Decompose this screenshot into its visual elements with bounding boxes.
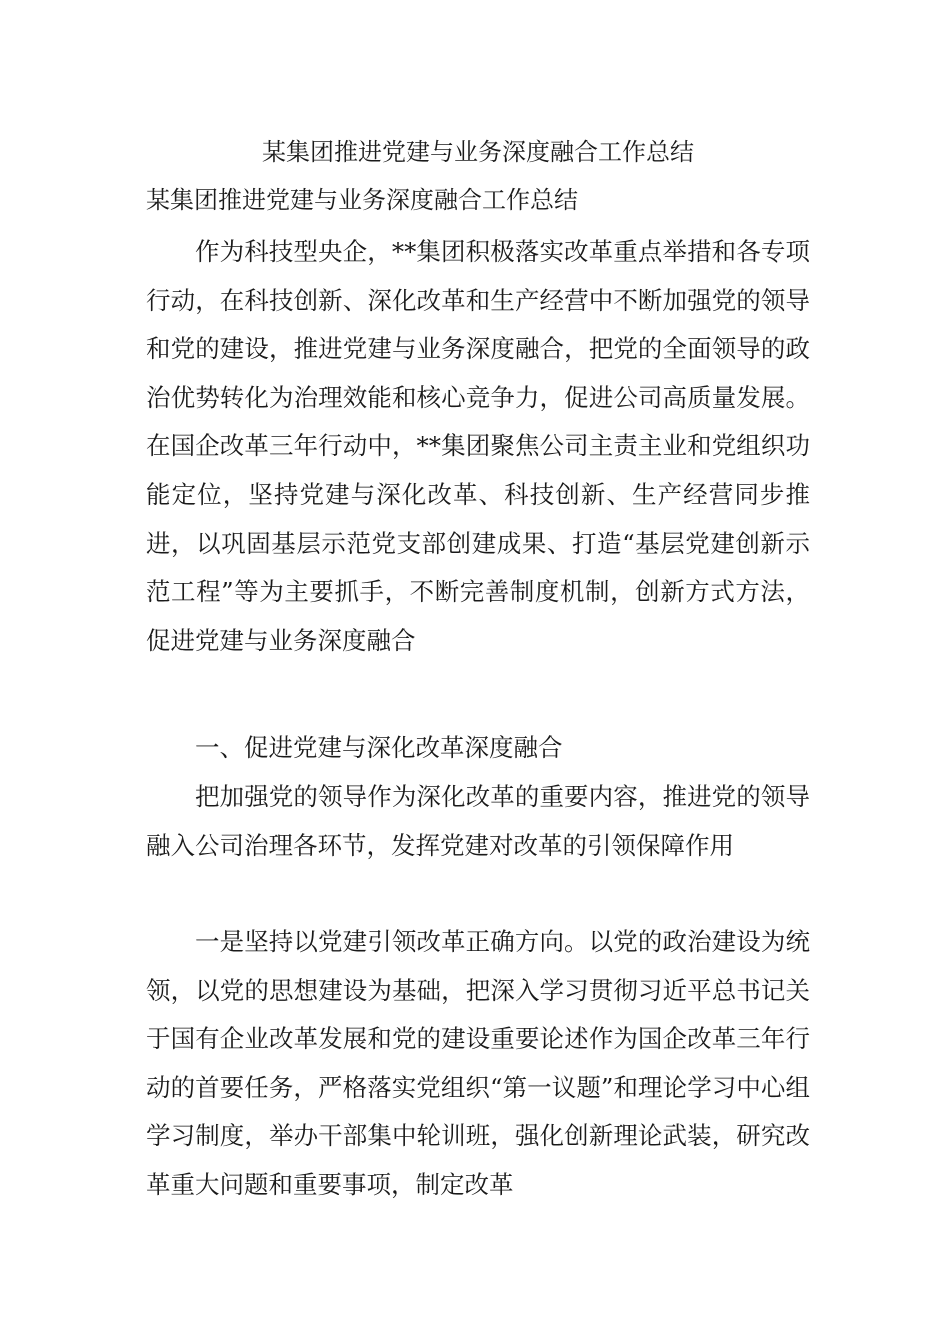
document-title: 某集团推进党建与业务深度融合工作总结 [262,138,694,166]
document-subtitle: 某集团推进党建与业务深度融合工作总结 [146,186,578,214]
intro-paragraph: 作为科技型央企，**集团积极落实改革重点举措和各专项行动，在科技创新、深化改革和生产经营中不断加强党的领导和党的建设，推进党建与业务深度融合，把党的全面领导的政治优势转化为治理效能和核心竞争力，促进公司高质量发展。在国企改革三年行动中，**集团聚焦公司主责主业和党组织功能定位，坚持党建与深化改革、科技创新、生产经营同步推进，以巩固基层示范党支部创建成果、打造“基层党建创新示范工程”等为主要抓手，不断完善制度机制，创新方式方法，促进党建与业务深度融合 [146,237,810,655]
section-1-paragraph: 把加强党的领导作为深化改革的重要内容，推进党的领导融入公司治理各环节，发挥党建对改革的引领保障作用 [146,782,810,860]
section-heading-1: 一、促进党建与深化改革深度融合 [195,733,563,762]
section-1-point-1: 一是坚持以党建引领改革正确方向。以党的政治建设为统领，以党的思想建设为基础，把深入学习贯彻习近平总书记关于国有企业改革发展和党的建设重要论述作为国企改革三年行动的首要任务，严格落实党组织“第一议题”和理论学习中心组学习制度，举办干部集中轮训班，强化创新理论武装，研究改革重大问题和重要事项，制定改革 [146,927,810,1199]
